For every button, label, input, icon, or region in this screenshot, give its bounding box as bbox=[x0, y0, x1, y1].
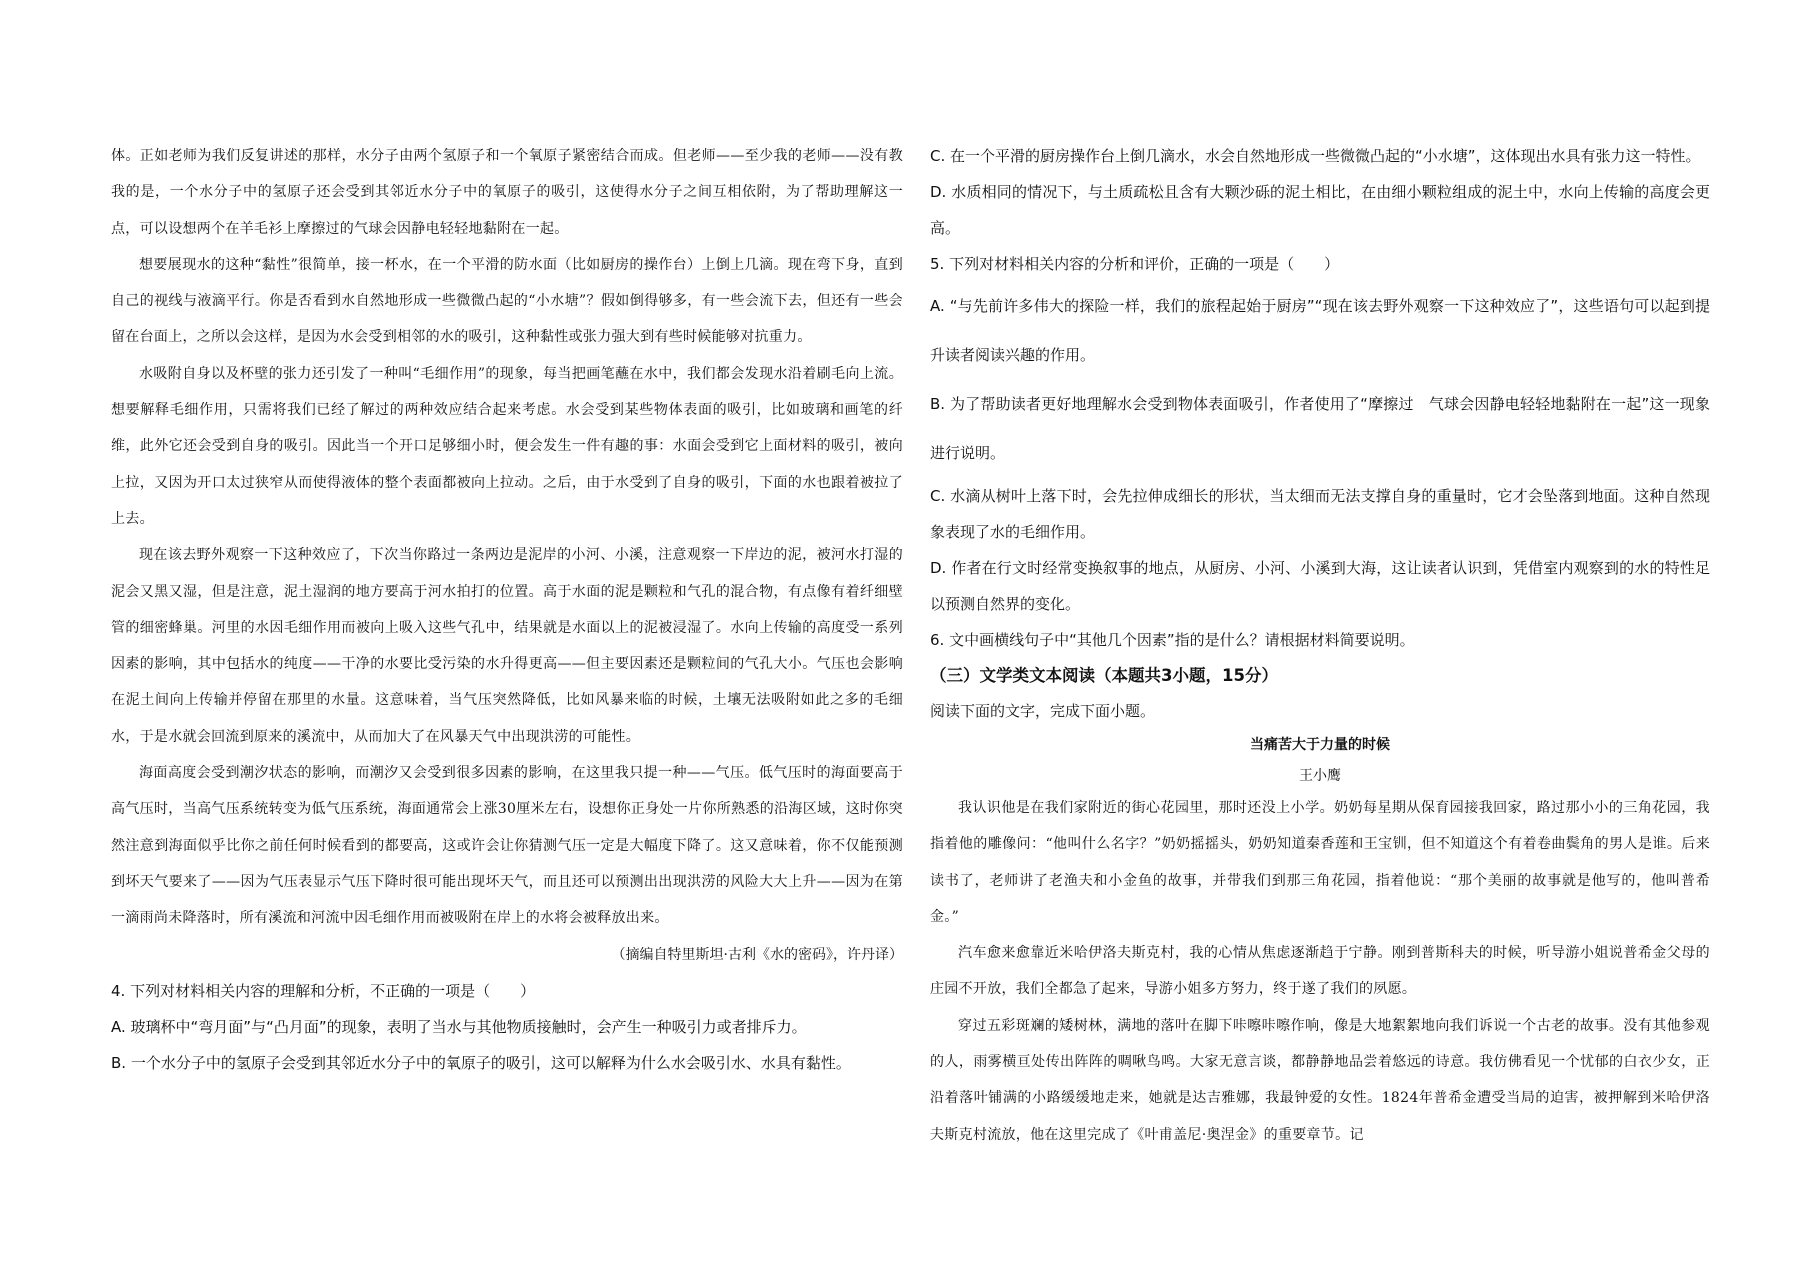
question-5-option-a: A. “与先前许多伟大的探险一样，我们的旅程起始于厨房”“现在该去野外观察一下这种效应了”，这些语句可以起到提升读者阅读兴趣的作用。 bbox=[930, 297, 1710, 364]
question-4-option-b: B. 一个水分子中的氢原子会受到其邻近水分子中的氧原子的吸引，这可以解释为什么水会吸引水、水具有黏性。 bbox=[111, 1053, 851, 1072]
question-4-option-a: A. 玻璃杯中“弯月面”与“凸月面”的现象，表明了当水与其他物质接触时，会产生一种吸引力或者排斥力。 bbox=[111, 1017, 807, 1036]
question-4-stem: 4. 下列对材料相关内容的理解和分析，不正确的一项是（ ） bbox=[111, 981, 536, 1000]
question-6: 6. 文中画横线句子中“其他几个因素”指的是什么？请根据材料简要说明。 bbox=[930, 631, 1415, 649]
reading-instruction: 阅读下面的文字，完成下面小题。 bbox=[930, 702, 1156, 720]
story-paragraph-1: 我认识他是在我们家附近的街心花园里，那时还没上小学。奶奶每星期从保育园接我回家，路过那小小的三角花园，我指着他的雕像问：“他叫什么名字？”奶奶摇摇头，奶奶知道秦香莲和王宝钏，但不知道这个有着卷曲鬓角的男人是谁。后来读书了，老师讲了老渔夫和小金鱼的故事，并带我们到那三角花园，指着他说：“那个美丽的故事就是他写的，他叫普希金。” bbox=[930, 800, 1710, 925]
passage-paragraph-1: 体。正如老师为我们反复讲述的那样，水分子由两个氢原子和一个氧原子紧密结合而成。但老师——至少我的老师——没有教我的是，一个水分子中的氢原子还会受到其邻近水分子中的氧原子的吸引，这使得水分子之间互相依附，为了帮助理解这一点，可以设想两个在羊毛衫上摩擦过的气球会因静电轻轻地黏附在一起。 bbox=[111, 148, 903, 237]
question-5-option-c: C. 水滴从树叶上落下时，会先拉伸成细长的形状，当太细而无法支撑自身的重量时，它才会坠落到地面。这种自然现象表现了水的毛细作用。 bbox=[930, 487, 1710, 541]
passage-paragraph-4: 现在该去野外观察一下这种效应了，下次当你路过一条两边是泥岸的小河、小溪，注意观察一下岸边的泥，被河水打湿的泥会又黑又湿，但是注意，泥土湿润的地方要高于河水拍打的位置。高于水面的泥是颗粒和气孔的混合物，有点像有着纤细壁管的细密蜂巢。河里的水因毛细作用而被向上吸入这些气孔中，结果就是水面以上的泥被浸湿了。水向上传输的高度受一系列因素的影响，其中包括水的纯度——干净的水要比受污染的水升得更高——但主要因素还是颗粒间的气孔大小。气压也会影响在泥土间向上传输并停留在那里的水量。这意味着，当气压突然降低，比如风暴来临的时候，土壤无法吸附如此之多的毛细水，于是水就会回流到原来的溪流中，从而加大了在风暴天气中出现洪涝的可能性。 bbox=[111, 547, 903, 745]
section-heading: （三）文学类文本阅读（本题共3小题，15分） bbox=[930, 666, 1278, 685]
passage-source: （摘编自特里斯坦·古利《水的密码》，许丹译） bbox=[611, 946, 903, 963]
passage-paragraph-5: 海面高度会受到潮汐状态的影响，而潮汐又会受到很多因素的影响，在这里我只提一种——气压。低气压时的海面要高于高气压时，当高气压系统转变为低气压系统，海面通常会上涨30厘米左右，设想你正身处一片你所熟悉的沿海区域，这时你突然注意到海面似乎比你之前任何时候看到的都要高，这或许会让你猜测气压一定是大幅度下降了。这又意味着，你不仅能预测到坏天气要来了——因为气压表显示气压下降时很可能出现坏天气，而且还可以预测出出现洪涝的风险大大上升——因为在第一滴雨尚未降落时，所有溪流和河流中因毛细作用而被吸附在岸上的水将会被释放出来。 bbox=[111, 765, 903, 927]
question-5-option-b: B. 为了帮助读者更好地理解水会受到物体表面吸引，作者使用了“摩擦过 气球会因静电轻轻地黏附在一起”这一现象进行说明。 bbox=[930, 395, 1710, 462]
question-4-option-d: D. 水质相同的情况下，与土质疏松且含有大颗沙砾的泥土相比，在由细小颗粒组成的泥土中，水向上传输的高度会更高。 bbox=[930, 183, 1710, 237]
story-author: 王小鹰 bbox=[1299, 768, 1341, 784]
story-title: 当痛苦大于力量的时候 bbox=[1250, 737, 1390, 753]
story-paragraph-2: 汽车愈来愈靠近米哈伊洛夫斯克村，我的心情从焦虑逐渐趋于宁静。刚到普斯科夫的时候，听导游小姐说普希金父母的庄园不开放，我们全都急了起来，导游小姐多方努力，终于遂了我们的夙愿。 bbox=[930, 945, 1710, 998]
passage-paragraph-2: 想要展现水的这种“黏性”很简单，接一杯水，在一个平滑的防水面（比如厨房的操作台）上倒上几滴。现在弯下身，直到自己的视线与液滴平行。你是否看到水自然地形成一些微微凸起的“小水塘”？假如倒得够多，有一些会流下去，但还有一些会留在台面上，之所以会这样，是因为水会受到相邻的水的吸引，这种黏性或张力强大到有些时候能够对抗重力。 bbox=[111, 256, 903, 346]
story-paragraph-3: 穿过五彩斑斓的矮树林，满地的落叶在脚下咔嚓咔嚓作响，像是大地絮絮地向我们诉说一个古老的故事。没有其他参观的人，雨雾横亘处传出阵阵的啁啾鸟鸣。大家无意言谈，都静静地品尝着悠远的诗意。我仿佛看见一个忧郁的白衣少女，正沿着落叶铺满的小路缓缓地走来，她就是达吉雅娜，我最钟爱的女性。1824年普希金遭受当局的迫害，被押解到米哈伊洛夫斯克村流放，他在这里完成了《叶甫盖尼·奥涅金》的重要章节。记 bbox=[930, 1017, 1710, 1143]
question-5-stem: 5. 下列对材料相关内容的分析和评价，正确的一项是（ ） bbox=[930, 255, 1340, 273]
passage-paragraph-3: 水吸附自身以及杯壁的张力还引发了一种叫“毛细作用”的现象，每当把画笔蘸在水中，我们都会发现水沿着刷毛向上流。想要解释毛细作用，只需将我们已经了解过的两种效应结合起来考虑。水会受到某些物体表面的吸引，比如玻璃和画笔的纤维，此外它还会受到自身的吸引。因此当一个开口足够细小时，便会发生一件有趣的事：水面会受到它上面材料的吸引，被向上拉，又因为开口太过狭窄从而使得液体的整个表面都被向上拉动。之后，由于水受到了自身的吸引，下面的水也跟着被拉了上去。 bbox=[111, 365, 903, 527]
left-column bbox=[111, 138, 903, 1081]
question-4-option-c: C. 在一个平滑的厨房操作台上倒几滴水，水会自然地形成一些微微凸起的“小水塘”，这体现出水具有张力这一特性。 bbox=[930, 147, 1701, 165]
right-column bbox=[930, 138, 1710, 1153]
question-5-option-d: D. 作者在行文时经常变换叙事的地点，从厨房、小河、小溪到大海，这让读者认识到，凭借室内观察到的水的特性足以预测自然界的变化。 bbox=[930, 559, 1710, 613]
